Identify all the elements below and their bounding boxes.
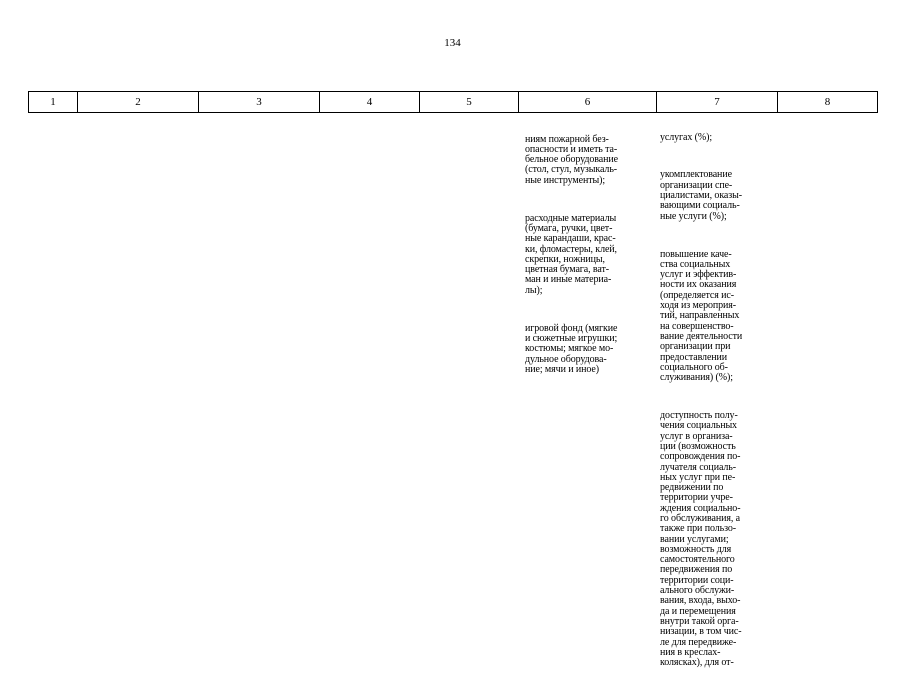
column-7-paragraph: доступность полу- чения социальных услуг в организа- ции (возможность сопровождения по- лучателя социаль- ных услуг при пе- редвижении по территории учре- ждения социально- го обслуживания, а также при пользо- вании услугами; возможность для самостоятельного передвижения по территории соци- ального обслужи- вания, входа, выхо- да и перемещения внутри такой орга- низации, в том чис- ле для передвиже- ния в креслах- колясках), для от- — [660, 410, 742, 669]
column-6-paragraph: расходные материалы (бумага, ручки, цвет- ные карандаши, крас- ки, фломастеры, клей, скрепки, ножницы, цветная бумага, ват- ман и иные материа- лы); — [525, 212, 617, 296]
column-number-2: 2 — [78, 92, 199, 113]
column-number-1: 1 — [29, 92, 78, 113]
column-6-text — [525, 114, 618, 392]
column-6-paragraph: ниям пожарной без- опасности и иметь та- бельное оборудование (стол, стул, музыкаль- ные инструменты); — [525, 133, 618, 186]
table-header-row — [29, 92, 878, 113]
column-7-paragraph: укомплектование организации спе- циалистами, оказы- вающими социаль- ные услуги (%); — [660, 169, 742, 222]
column-6-paragraph: игровой фонд (мягкие и сюжетные игрушки; костюмы; мягкое мо- дульное оборудова- ние; мячи и иное) — [525, 322, 618, 375]
column-number-8: 8 — [778, 92, 878, 113]
column-7-paragraph: услугах (%); — [660, 131, 713, 143]
column-number-7: 7 — [657, 92, 778, 113]
column-7-text — [660, 112, 742, 686]
page-number: 134 — [444, 37, 461, 49]
column-number-5: 5 — [420, 92, 519, 113]
column-number-3: 3 — [199, 92, 320, 113]
column-number-6: 6 — [519, 92, 657, 113]
column-7-paragraph: повышение каче- ства социальных услуг и эффектив- ности их оказания (определяется ис- ходя из мероприя- тий, направленных на совершенство- вание деятельности организации при предоставлении социального об- служивания) (%); — [660, 248, 743, 384]
column-number-4: 4 — [320, 92, 420, 113]
table-header — [28, 91, 878, 113]
